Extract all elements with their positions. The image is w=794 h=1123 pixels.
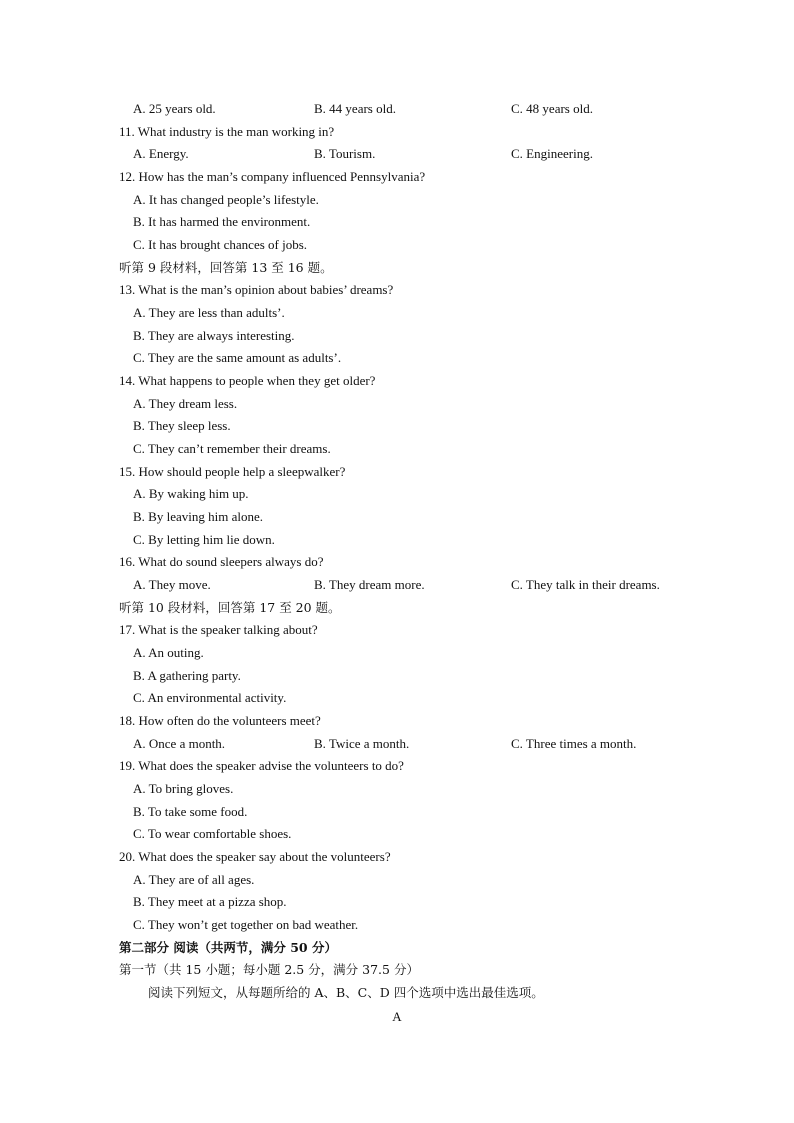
q10-option-b: B. 44 years old.: [314, 101, 396, 116]
part-2-section-1-heading: 第一节（共 15 小题；每小题 2.5 分，满分 37.5 分）: [119, 962, 419, 977]
passage-label: A: [392, 1009, 402, 1024]
q13-stem: 13. What is the man’s opinion about babies’ dreams?: [119, 282, 394, 297]
q17-option-b: B. A gathering party.: [133, 668, 241, 683]
part-2-title: 第二部分 阅读（共两节，满分 50 分）: [119, 940, 337, 955]
q15-option-c: C. By letting him lie down.: [133, 532, 275, 547]
q12-option-a: A. It has changed people’s lifestyle.: [133, 192, 319, 207]
q19-option-c: C. To wear comfortable shoes.: [133, 826, 292, 841]
q18-stem: 18. How often do the volunteers meet?: [119, 713, 321, 728]
q11-option-b: B. Tourism.: [314, 146, 376, 161]
q15-option-a: A. By waking him up.: [133, 486, 249, 501]
q17-option-c: C. An environmental activity.: [133, 690, 287, 705]
q19-option-a: A. To bring gloves.: [133, 781, 234, 796]
q13-option-c: C. They are the same amount as adults’.: [133, 350, 342, 365]
q15-option-b: B. By leaving him alone.: [133, 509, 263, 524]
q14-option-c: C. They can’t remember their dreams.: [133, 441, 331, 456]
q10-option-c: C. 48 years old.: [511, 101, 593, 116]
section-9-instruction: 听第 9 段材料，回答第 13 至 16 题。: [119, 260, 333, 275]
q17-stem: 17. What is the speaker talking about?: [119, 622, 318, 637]
q20-option-b: B. They meet at a pizza shop.: [133, 894, 287, 909]
q10-option-a: A. 25 years old.: [133, 101, 216, 116]
q11-option-a: A. Energy.: [133, 146, 189, 161]
q17-option-a: A. An outing.: [133, 645, 204, 660]
q16-option-b: B. They dream more.: [314, 577, 425, 592]
q13-option-a: A. They are less than adults’.: [133, 305, 285, 320]
q11-stem: 11. What industry is the man working in?: [119, 124, 335, 139]
q15-stem: 15. How should people help a sleepwalker?: [119, 464, 346, 479]
q11-option-c: C. Engineering.: [511, 146, 593, 161]
q12-option-c: C. It has brought chances of jobs.: [133, 237, 308, 252]
q12-stem: 12. How has the man’s company influenced Pennsylvania?: [119, 169, 426, 184]
q19-stem: 19. What does the speaker advise the volunteers to do?: [119, 758, 404, 773]
q16-option-a: A. They move.: [133, 577, 211, 592]
part-2-instruction: 阅读下列短文，从每题所给的 A、B、C、D 四个选项中选出最佳选项。: [148, 985, 544, 1000]
q14-stem: 14. What happens to people when they get older?: [119, 373, 376, 388]
q18-option-c: C. Three times a month.: [511, 736, 637, 751]
q16-stem: 16. What do sound sleepers always do?: [119, 554, 324, 569]
q18-option-a: A. Once a month.: [133, 736, 226, 751]
q12-option-b: B. It has harmed the environment.: [133, 214, 311, 229]
q20-stem: 20. What does the speaker say about the volunteers?: [119, 849, 391, 864]
q14-option-b: B. They sleep less.: [133, 418, 231, 433]
q20-option-c: C. They won’t get together on bad weather.: [133, 917, 359, 932]
q16-option-c: C. They talk in their dreams.: [511, 577, 660, 592]
q19-option-b: B. To take some food.: [133, 804, 248, 819]
q18-option-b: B. Twice a month.: [314, 736, 410, 751]
q13-option-b: B. They are always interesting.: [133, 328, 295, 343]
section-10-instruction: 听第 10 段材料，回答第 17 至 20 题。: [119, 600, 341, 615]
q14-option-a: A. They dream less.: [133, 396, 238, 411]
q20-option-a: A. They are of all ages.: [133, 872, 255, 887]
